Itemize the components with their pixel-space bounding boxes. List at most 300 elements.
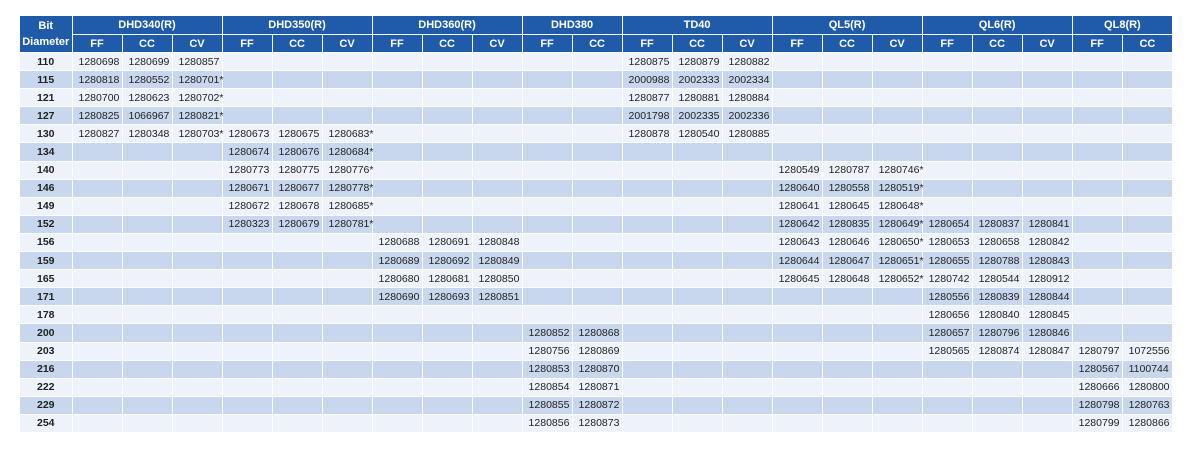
part-number-cell: 1280877 xyxy=(622,89,672,107)
part-number-cell xyxy=(372,378,422,396)
part-number-cell xyxy=(972,360,1022,378)
part-number-cell xyxy=(522,233,572,251)
part-number-cell xyxy=(722,215,772,233)
part-number-cell: 1280703* xyxy=(172,125,222,143)
part-number-cell: 1280649* xyxy=(872,215,922,233)
subcolumn-header: FF xyxy=(922,35,972,53)
part-number-cell xyxy=(922,378,972,396)
part-number-cell xyxy=(122,161,172,179)
subcolumn-header: CC xyxy=(422,35,472,53)
part-number-cell xyxy=(722,197,772,215)
part-number-cell xyxy=(72,342,122,360)
part-number-cell xyxy=(1022,125,1072,143)
part-number-cell: 1280692 xyxy=(422,252,472,270)
part-number-cell: 1280684* xyxy=(322,143,372,161)
header-row-subcolumns xyxy=(20,35,1172,53)
part-number-cell xyxy=(522,71,572,89)
part-number-cell: 1280650* xyxy=(872,233,922,251)
part-number-cell xyxy=(622,342,672,360)
part-number-cell xyxy=(672,270,722,288)
part-number-cell xyxy=(772,378,822,396)
subcolumn-header: CC xyxy=(1122,35,1172,53)
part-number-cell: 1280702* xyxy=(172,89,222,107)
part-number-cell xyxy=(122,233,172,251)
part-number-cell xyxy=(1122,197,1172,215)
table-row xyxy=(20,161,1172,179)
part-number-cell xyxy=(422,53,472,71)
part-number-cell xyxy=(672,288,722,306)
part-number-cell: 1280654 xyxy=(922,215,972,233)
part-number-cell xyxy=(472,107,522,125)
part-number-cell xyxy=(1122,53,1172,71)
part-number-cell: 1280677 xyxy=(272,179,322,197)
part-number-cell xyxy=(622,161,672,179)
part-number-cell xyxy=(122,360,172,378)
part-number-cell xyxy=(322,414,372,432)
part-number-cell xyxy=(822,360,872,378)
diameter-cell: 229 xyxy=(20,396,72,414)
part-number-cell xyxy=(622,324,672,342)
part-number-cell: 1280549 xyxy=(772,161,822,179)
part-number-cell: 1280657 xyxy=(922,324,972,342)
table-row xyxy=(20,324,1172,342)
part-number-cell xyxy=(372,324,422,342)
part-number-cell xyxy=(572,215,622,233)
part-number-cell: 1280799 xyxy=(1072,414,1122,432)
part-number-cell xyxy=(1122,161,1172,179)
part-number-cell xyxy=(372,360,422,378)
part-number-cell xyxy=(422,89,472,107)
part-number-cell xyxy=(672,233,722,251)
diameter-cell: 121 xyxy=(20,89,72,107)
part-number-cell xyxy=(622,143,672,161)
part-number-cell xyxy=(422,71,472,89)
part-number-cell xyxy=(122,414,172,432)
subcolumn-header: CC xyxy=(822,35,872,53)
part-number-cell xyxy=(422,360,472,378)
part-number-cell xyxy=(572,71,622,89)
diameter-cell: 178 xyxy=(20,306,72,324)
subcolumn-header: FF xyxy=(372,35,422,53)
part-number-cell xyxy=(572,53,622,71)
part-number-cell xyxy=(122,252,172,270)
part-number-cell xyxy=(972,414,1022,432)
part-number-cell xyxy=(172,161,222,179)
part-number-cell xyxy=(72,252,122,270)
part-number-cell: 1280844 xyxy=(1022,288,1072,306)
part-number-cell xyxy=(1022,53,1072,71)
part-number-cell xyxy=(872,306,922,324)
part-number-cell xyxy=(622,288,672,306)
part-number-cell xyxy=(622,215,672,233)
part-number-cell: 2001798 xyxy=(622,107,672,125)
part-number-cell xyxy=(422,215,472,233)
part-number-cell xyxy=(1072,179,1122,197)
part-number-cell: 1280641 xyxy=(772,197,822,215)
part-number-cell xyxy=(1022,414,1072,432)
part-number-cell xyxy=(822,324,872,342)
table-row xyxy=(20,414,1172,432)
part-number-cell: 1280648* xyxy=(872,197,922,215)
bit-label: Bit xyxy=(38,20,54,32)
part-number-cell xyxy=(822,396,872,414)
part-number-cell xyxy=(922,161,972,179)
part-number-cell xyxy=(1022,360,1072,378)
part-number-cell: 1280871 xyxy=(572,378,622,396)
part-number-cell: 1072556 xyxy=(1122,342,1172,360)
part-number-cell xyxy=(72,197,122,215)
part-number-cell xyxy=(1072,71,1122,89)
diameter-cell: 254 xyxy=(20,414,72,432)
part-number-cell xyxy=(422,143,472,161)
part-number-cell xyxy=(322,107,372,125)
header-row-groups xyxy=(20,16,1172,35)
part-number-cell: 1280818 xyxy=(72,71,122,89)
part-number-cell xyxy=(172,252,222,270)
part-number-cell: 1280851 xyxy=(472,288,522,306)
part-number-cell: 1280552 xyxy=(122,71,172,89)
part-number-cell: 2002333 xyxy=(672,71,722,89)
part-number-cell xyxy=(322,71,372,89)
subcolumn-header: CC xyxy=(972,35,1022,53)
bit-diameter-table-container xyxy=(20,16,1172,432)
table-row xyxy=(20,270,1172,288)
part-number-cell xyxy=(322,378,372,396)
part-number-cell xyxy=(872,143,922,161)
part-number-cell xyxy=(722,378,772,396)
part-number-cell xyxy=(272,378,322,396)
part-number-cell: 2000988 xyxy=(622,71,672,89)
part-number-cell xyxy=(822,143,872,161)
diameter-cell: 203 xyxy=(20,342,72,360)
part-number-cell xyxy=(972,89,1022,107)
part-number-cell xyxy=(772,342,822,360)
part-number-cell xyxy=(1072,306,1122,324)
part-number-cell: 1280676 xyxy=(272,143,322,161)
part-number-cell xyxy=(1072,125,1122,143)
part-number-cell xyxy=(872,396,922,414)
part-number-cell xyxy=(922,360,972,378)
part-number-cell xyxy=(222,396,272,414)
part-number-cell xyxy=(322,324,372,342)
part-number-cell xyxy=(372,197,422,215)
part-number-cell xyxy=(622,252,672,270)
part-number-cell xyxy=(1122,179,1172,197)
table-row xyxy=(20,306,1172,324)
part-number-cell xyxy=(522,89,572,107)
part-number-cell xyxy=(1072,288,1122,306)
part-number-cell xyxy=(522,161,572,179)
part-number-cell xyxy=(1072,197,1122,215)
part-number-cell xyxy=(472,360,522,378)
part-number-cell: 1280856 xyxy=(522,414,572,432)
part-number-cell xyxy=(472,89,522,107)
part-number-cell xyxy=(622,270,672,288)
part-number-cell xyxy=(922,53,972,71)
part-number-cell xyxy=(272,306,322,324)
part-number-cell xyxy=(72,143,122,161)
part-number-cell xyxy=(372,125,422,143)
subcolumn-header: CC xyxy=(272,35,322,53)
diameter-cell: 149 xyxy=(20,197,72,215)
part-number-cell xyxy=(1022,161,1072,179)
part-number-cell xyxy=(672,342,722,360)
group-header: TD40 xyxy=(622,16,772,35)
part-number-cell: 1280853 xyxy=(522,360,572,378)
part-number-cell xyxy=(572,143,622,161)
part-number-cell xyxy=(522,143,572,161)
part-number-cell xyxy=(472,53,522,71)
part-number-cell xyxy=(722,396,772,414)
part-number-cell xyxy=(272,324,322,342)
part-number-cell xyxy=(472,143,522,161)
part-number-cell xyxy=(622,233,672,251)
part-number-cell xyxy=(772,71,822,89)
part-number-cell xyxy=(1122,215,1172,233)
diameter-cell: 222 xyxy=(20,378,72,396)
part-number-cell xyxy=(1022,378,1072,396)
part-number-cell: 1280872 xyxy=(572,396,622,414)
part-number-cell xyxy=(122,197,172,215)
table-row xyxy=(20,378,1172,396)
table-row xyxy=(20,215,1172,233)
part-number-cell xyxy=(172,396,222,414)
part-number-cell xyxy=(72,179,122,197)
part-number-cell: 1280837 xyxy=(972,215,1022,233)
part-number-cell xyxy=(472,378,522,396)
part-number-cell: 1280857 xyxy=(172,53,222,71)
part-number-cell xyxy=(472,197,522,215)
part-number-cell: 1280882 xyxy=(722,53,772,71)
part-number-cell xyxy=(72,324,122,342)
diameter-cell: 165 xyxy=(20,270,72,288)
part-number-cell xyxy=(222,270,272,288)
part-number-cell: 1280653 xyxy=(922,233,972,251)
part-number-cell xyxy=(772,306,822,324)
part-number-cell xyxy=(272,71,322,89)
diameter-cell: 152 xyxy=(20,215,72,233)
part-number-cell: 1280846 xyxy=(1022,324,1072,342)
part-number-cell xyxy=(672,197,722,215)
part-number-cell: 1280556 xyxy=(922,288,972,306)
part-number-cell xyxy=(522,107,572,125)
subcolumn-header: CV xyxy=(1022,35,1072,53)
part-number-cell xyxy=(422,414,472,432)
part-number-cell: 1280840 xyxy=(972,306,1022,324)
part-number-cell xyxy=(172,360,222,378)
diameter-cell: 216 xyxy=(20,360,72,378)
table-row xyxy=(20,71,1172,89)
part-number-cell xyxy=(572,197,622,215)
part-number-cell xyxy=(222,233,272,251)
part-number-cell: 1280642 xyxy=(772,215,822,233)
part-number-cell xyxy=(672,396,722,414)
part-number-cell: 1280875 xyxy=(622,53,672,71)
part-number-cell xyxy=(872,360,922,378)
table-row xyxy=(20,396,1172,414)
part-number-cell xyxy=(372,161,422,179)
group-header: QL6(R) xyxy=(922,16,1072,35)
part-number-cell: 2002336 xyxy=(722,107,772,125)
part-number-cell xyxy=(822,288,872,306)
part-number-cell xyxy=(322,288,372,306)
part-number-cell xyxy=(172,270,222,288)
part-number-cell xyxy=(672,161,722,179)
part-number-cell xyxy=(922,107,972,125)
part-number-cell xyxy=(772,324,822,342)
part-number-cell: 1280683* xyxy=(322,125,372,143)
part-number-cell xyxy=(822,342,872,360)
table-row xyxy=(20,342,1172,360)
part-number-cell xyxy=(172,414,222,432)
part-number-cell xyxy=(272,414,322,432)
part-number-cell xyxy=(772,288,822,306)
part-number-cell xyxy=(222,378,272,396)
part-number-cell xyxy=(222,342,272,360)
part-number-cell xyxy=(322,89,372,107)
part-number-cell xyxy=(172,288,222,306)
part-number-cell xyxy=(472,161,522,179)
part-number-cell xyxy=(972,179,1022,197)
part-number-cell xyxy=(1122,270,1172,288)
part-number-cell xyxy=(872,288,922,306)
part-number-cell xyxy=(1072,161,1122,179)
part-number-cell xyxy=(572,233,622,251)
part-number-cell xyxy=(272,252,322,270)
part-number-cell xyxy=(972,396,1022,414)
table-row xyxy=(20,288,1172,306)
part-number-cell xyxy=(272,107,322,125)
part-number-cell xyxy=(572,270,622,288)
part-number-cell xyxy=(472,414,522,432)
table-row xyxy=(20,179,1172,197)
diameter-cell: 146 xyxy=(20,179,72,197)
part-number-cell xyxy=(1022,396,1072,414)
part-number-cell xyxy=(672,143,722,161)
part-number-cell xyxy=(1022,179,1072,197)
part-number-cell xyxy=(972,53,1022,71)
part-number-cell xyxy=(1022,197,1072,215)
part-number-cell xyxy=(272,288,322,306)
part-number-cell xyxy=(872,125,922,143)
part-number-cell: 1280798 xyxy=(1072,396,1122,414)
part-number-cell: 1280835 xyxy=(822,215,872,233)
part-number-cell xyxy=(322,53,372,71)
part-number-cell xyxy=(222,89,272,107)
part-number-cell xyxy=(922,396,972,414)
part-number-cell: 1280698 xyxy=(72,53,122,71)
part-number-cell: 1280843 xyxy=(1022,252,1072,270)
part-number-cell xyxy=(672,360,722,378)
part-number-cell: 1280842 xyxy=(1022,233,1072,251)
part-number-cell xyxy=(472,306,522,324)
part-number-cell xyxy=(772,89,822,107)
part-number-cell xyxy=(722,161,772,179)
part-number-cell xyxy=(272,396,322,414)
part-number-cell: 1280839 xyxy=(972,288,1022,306)
part-number-cell xyxy=(522,179,572,197)
table-header xyxy=(20,16,1172,53)
part-number-cell: 1280699 xyxy=(122,53,172,71)
part-number-cell xyxy=(572,179,622,197)
part-number-cell xyxy=(472,71,522,89)
part-number-cell xyxy=(722,306,772,324)
part-number-cell xyxy=(1122,288,1172,306)
part-number-cell xyxy=(372,89,422,107)
part-number-cell xyxy=(1072,215,1122,233)
part-number-cell: 1280693 xyxy=(422,288,472,306)
part-number-cell: 1280691 xyxy=(422,233,472,251)
subcolumn-header: CV xyxy=(172,35,222,53)
part-number-cell: 2002334 xyxy=(722,71,772,89)
part-number-cell xyxy=(122,143,172,161)
subcolumn-header: CC xyxy=(122,35,172,53)
part-number-cell: 1280773 xyxy=(222,161,272,179)
part-number-cell xyxy=(772,143,822,161)
part-number-cell: 1100744 xyxy=(1122,360,1172,378)
part-number-cell: 1280866 xyxy=(1122,414,1172,432)
part-number-cell: 1280912 xyxy=(1022,270,1072,288)
table-body xyxy=(20,53,1172,432)
part-number-cell xyxy=(822,125,872,143)
part-number-cell: 1280821* xyxy=(172,107,222,125)
part-number-cell: 1280690 xyxy=(372,288,422,306)
part-number-cell xyxy=(122,288,172,306)
group-header: DHD340(R) xyxy=(72,16,222,35)
part-number-cell xyxy=(872,89,922,107)
part-number-cell: 1280742 xyxy=(922,270,972,288)
part-number-cell: 1280646 xyxy=(822,233,872,251)
part-number-cell xyxy=(1072,324,1122,342)
part-number-cell xyxy=(722,270,772,288)
part-number-cell xyxy=(272,89,322,107)
diameter-cell: 171 xyxy=(20,288,72,306)
part-number-cell: 1280873 xyxy=(572,414,622,432)
part-number-cell xyxy=(722,252,772,270)
part-number-cell xyxy=(272,342,322,360)
part-number-cell xyxy=(422,396,472,414)
diameter-cell: 110 xyxy=(20,53,72,71)
part-number-cell xyxy=(322,252,372,270)
part-number-cell: 1280847 xyxy=(1022,342,1072,360)
part-number-cell xyxy=(122,378,172,396)
part-number-cell: 1280567 xyxy=(1072,360,1122,378)
subcolumn-header: FF xyxy=(1072,35,1122,53)
part-number-cell: 1280558 xyxy=(822,179,872,197)
part-number-cell xyxy=(622,360,672,378)
group-header: DHD380 xyxy=(522,16,622,35)
part-number-cell: 1280881 xyxy=(672,89,722,107)
part-number-cell xyxy=(722,288,772,306)
part-number-cell: 1280788 xyxy=(972,252,1022,270)
part-number-cell: 1280647 xyxy=(822,252,872,270)
part-number-cell xyxy=(922,179,972,197)
part-number-cell xyxy=(572,125,622,143)
part-number-cell xyxy=(1122,107,1172,125)
part-number-cell xyxy=(572,89,622,107)
part-number-cell xyxy=(422,197,472,215)
part-number-cell xyxy=(372,342,422,360)
part-number-cell xyxy=(622,197,672,215)
part-number-cell xyxy=(722,143,772,161)
part-number-cell xyxy=(222,53,272,71)
part-number-cell xyxy=(172,378,222,396)
part-number-cell xyxy=(1072,53,1122,71)
part-number-cell: 1280680 xyxy=(372,270,422,288)
part-number-cell xyxy=(822,306,872,324)
part-number-cell xyxy=(1122,306,1172,324)
part-number-cell: 1280776* xyxy=(322,161,372,179)
